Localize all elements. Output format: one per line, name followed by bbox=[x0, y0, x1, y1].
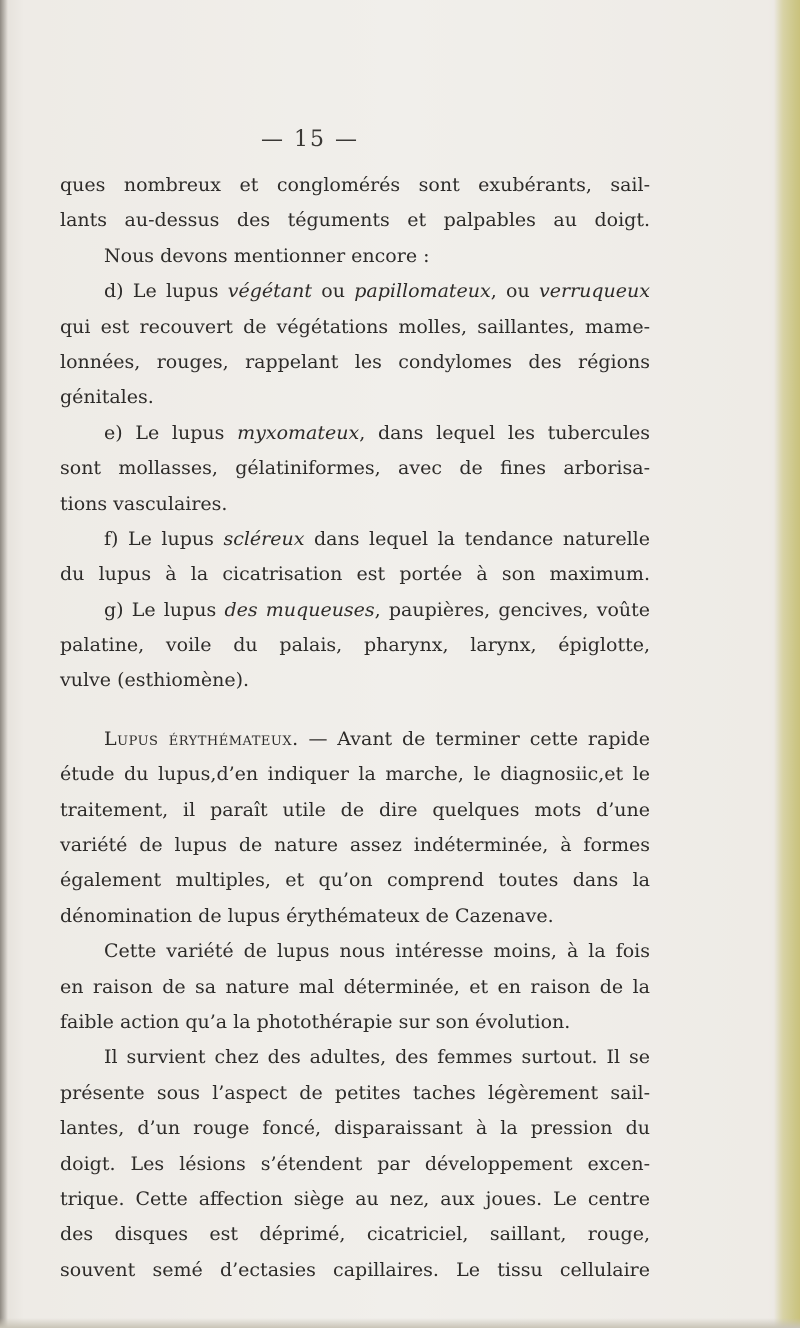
text-line: présente sous l’aspect de petites taches légèrement sail- bbox=[60, 1081, 650, 1104]
text-line: variété de lupus de nature assez indéterminée, à formes bbox=[60, 834, 650, 857]
text-line bbox=[60, 699, 650, 722]
text-line: sont mollasses, gélatiniformes, avec de fines arborisa- bbox=[60, 457, 650, 480]
text-line: Nous devons mentionner encore : bbox=[104, 244, 430, 267]
text-line: vulve (esthiomène). bbox=[60, 669, 250, 692]
text-line: des disques est déprimé, cicatriciel, saillant, rouge, bbox=[60, 1223, 650, 1246]
text-line: lants au-dessus des téguments et palpables au doigt. bbox=[60, 209, 650, 232]
text-line: g) Le lupus des muqueuses, paupières, gencives, voûte bbox=[104, 598, 650, 621]
text-line: étude du lupus,d’en indiquer la marche, le diagnosiic,et le bbox=[60, 763, 650, 786]
text-line: qui est recouvert de végétations molles, saillantes, mame- bbox=[60, 315, 650, 338]
text-line: Il survient chez des adultes, des femmes surtout. Il se bbox=[104, 1046, 650, 1069]
page-number: — 15 — bbox=[261, 127, 359, 152]
text-line: en raison de sa nature mal déterminée, et en raison de la bbox=[60, 975, 650, 998]
body-text bbox=[60, 168, 650, 1288]
text-line: lonnées, rouges, rappelant les condylomes des régions bbox=[60, 350, 650, 373]
text-line: e) Le lupus myxomateux, dans lequel les tubercules bbox=[104, 421, 650, 444]
text-line: Lupus érythémateux. — Avant de terminer cette rapide bbox=[104, 727, 650, 750]
text-line: souvent semé d’ectasies capillaires. Le tissu cellulaire bbox=[60, 1258, 650, 1281]
page-gutter-shadow bbox=[0, 0, 8, 1328]
text-line: ques nombreux et conglomérés sont exubérants, sail- bbox=[60, 174, 650, 196]
text-line: dénomination de lupus érythémateux de Cazenave. bbox=[60, 904, 554, 927]
text-line: palatine, voile du palais, pharynx, larynx, épiglotte, bbox=[60, 634, 650, 657]
text-line: Cette variété de lupus nous intéresse moins, à la fois bbox=[104, 940, 650, 963]
text-line: tions vasculaires. bbox=[60, 492, 228, 515]
text-line: lantes, d’un rouge foncé, disparaissant à la pression du bbox=[60, 1117, 650, 1140]
page-bottom-edge bbox=[0, 1318, 800, 1328]
text-line: f) Le lupus scléreux dans lequel la tendance naturelle bbox=[104, 527, 651, 550]
text-line: faible action qu’a la photothérapie sur son évolution. bbox=[60, 1010, 571, 1033]
text-line: doigt. Les lésions s’étendent par développement excen- bbox=[60, 1152, 650, 1175]
text-line: traitement, il paraît utile de dire quelques mots d’une bbox=[60, 798, 650, 821]
text-line: du lupus à la cicatrisation est portée à son maximum. bbox=[60, 563, 650, 586]
text-line: d) Le lupus végétant ou papillomateux, ou verruqueux bbox=[104, 280, 650, 303]
page-edge-discoloration bbox=[774, 0, 800, 1328]
text-line: également multiples, et qu’on comprend toutes dans la bbox=[60, 869, 650, 892]
text-line: génitales. bbox=[60, 386, 154, 409]
text-line: trique. Cette affection siège au nez, aux joues. Le centre bbox=[60, 1187, 650, 1210]
